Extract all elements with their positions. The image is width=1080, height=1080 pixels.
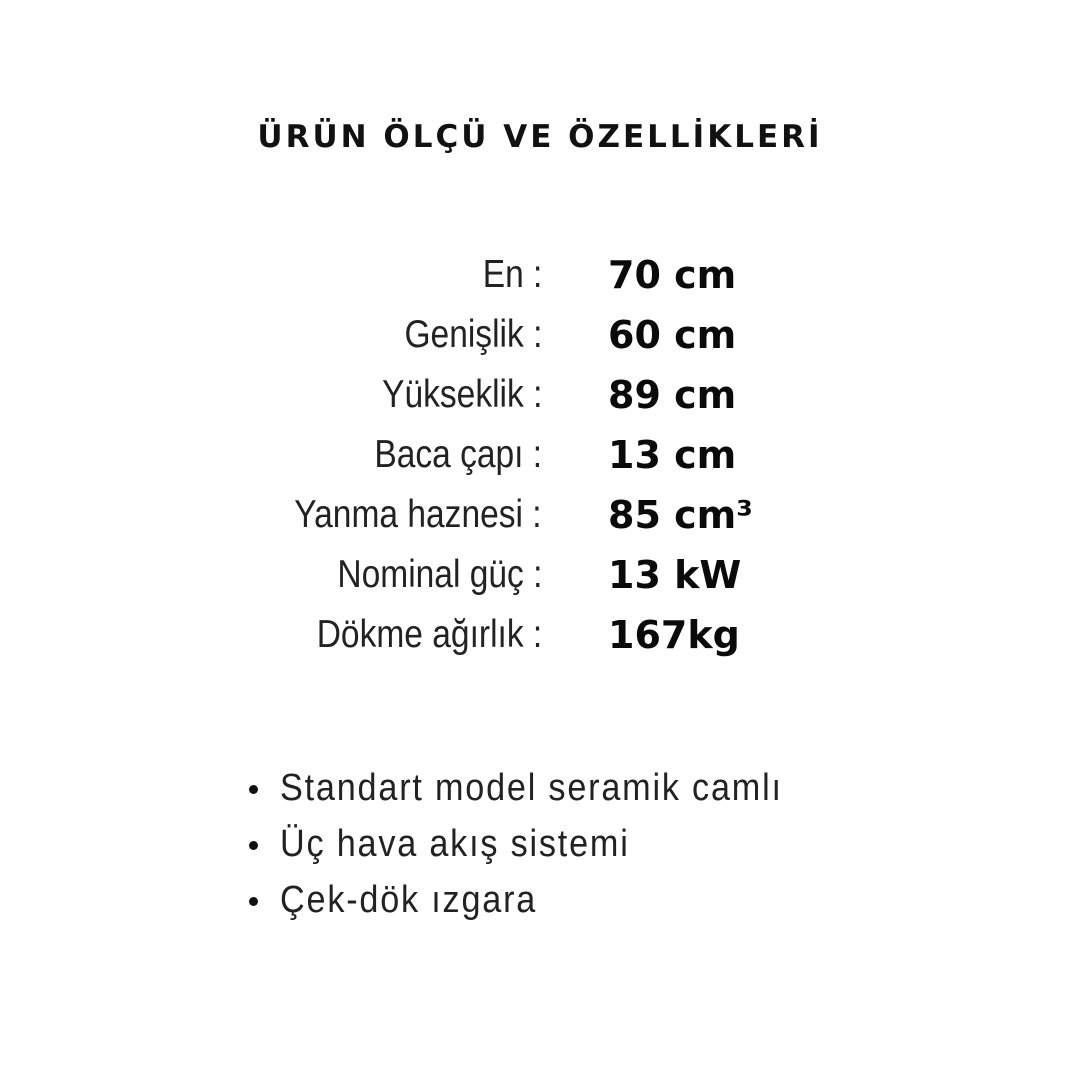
spec-label: Yükseklik : (381, 373, 542, 416)
spec-value: 89 cm (608, 373, 737, 417)
spec-row-baca-capi (0, 425, 1080, 485)
spec-label: Genişlik : (404, 313, 542, 356)
feature-text: Standart model seramik camlı (280, 767, 783, 809)
page-title: ÜRÜN ÖLÇÜ VE ÖZELLİKLERİ (257, 119, 823, 155)
bullet-icon (249, 897, 258, 906)
spec-label: Baca çapı : (374, 433, 542, 476)
spec-row-en (0, 245, 1080, 305)
spec-value: 167kg (608, 613, 740, 657)
spec-label: En : (482, 253, 542, 296)
spec-row-genislik (0, 305, 1080, 365)
spec-label: Dökme ağırlık : (316, 613, 542, 656)
spec-value: 13 cm (608, 433, 737, 477)
spec-row-yanma-haznesi (0, 485, 1080, 545)
spec-row-nominal-guc (0, 545, 1080, 605)
spec-label: Nominal güç : (336, 553, 542, 596)
feature-text: Çek-dök ızgara (280, 879, 538, 921)
spec-value: 85 cm³ (608, 493, 753, 537)
spec-row-dokme-agirlik (0, 605, 1080, 665)
spec-value: 70 cm (608, 253, 737, 297)
bullet-icon (249, 785, 258, 794)
feature-text: Üç hava akış sistemi (280, 823, 630, 865)
spec-list (0, 245, 1080, 665)
spec-row-yukseklik (0, 365, 1080, 425)
spec-value: 60 cm (608, 313, 737, 357)
spec-label: Yanma haznesi : (294, 493, 542, 536)
bullet-icon (249, 841, 258, 850)
spec-value: 13 kW (608, 553, 742, 597)
